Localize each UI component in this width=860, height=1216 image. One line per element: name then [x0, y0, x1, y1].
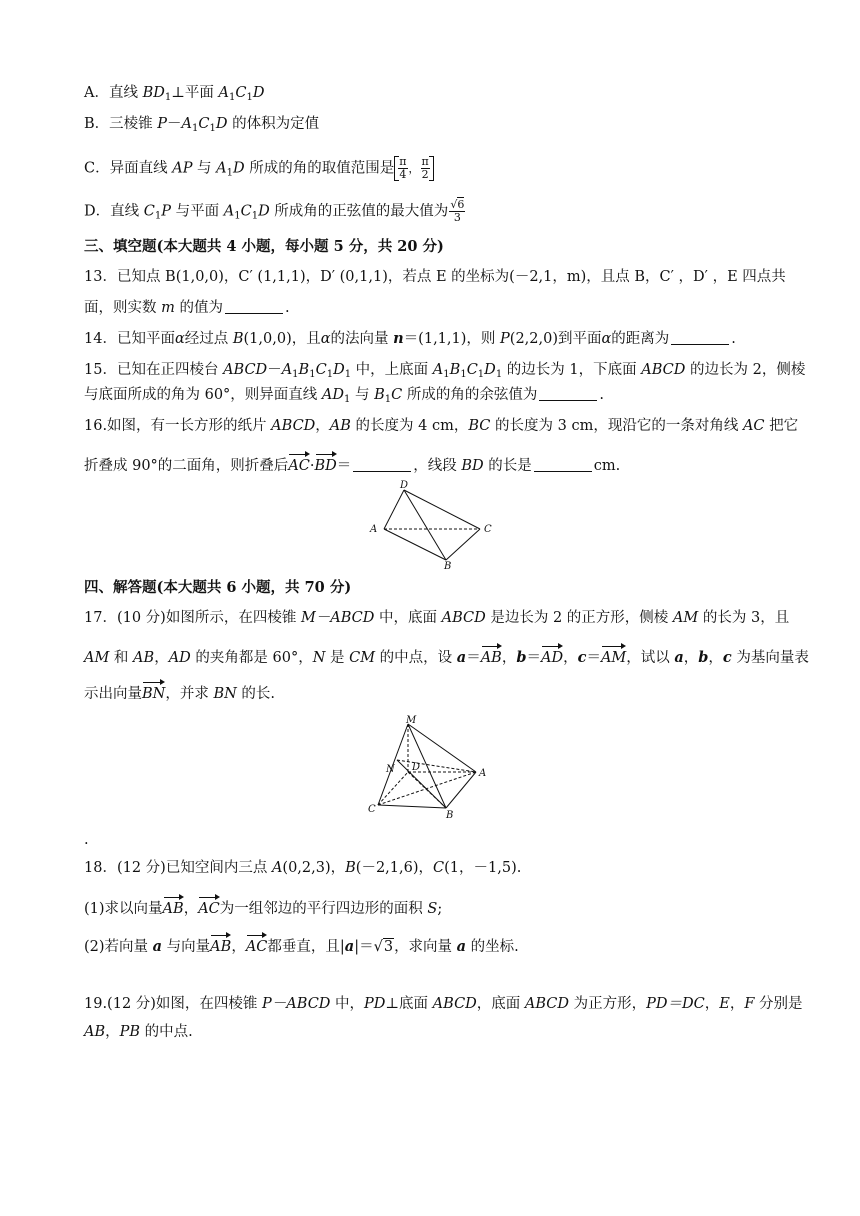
- q13-line2: 面，则实数 m 的值为 .: [84, 300, 290, 316]
- sqrt6-over-3: $\frac{√6}{3}$: [450, 198, 465, 224]
- q15-line1: 15．已知在正四棱台 $ABCD-A_1B_1C_1D_1$ 中，上底面 $A_1B_1C_1D_1$ 的边长为 1，下底面 ABCD 的边长为 2，侧棱: [84, 362, 806, 380]
- q14-blank[interactable]: [671, 330, 729, 345]
- q16-line2: 折叠成 90°的二面角，则折叠后AC·BD＝ ，线段 BD 的长是 cm.: [84, 452, 620, 476]
- q13-line1: 13．已知点 B(1,0,0)，C′ (1,1,1)，D′ (0,1,1)，若点 E 的坐标为(－2,1，m)，且点 B，C′ ，D′ ，E 四点共: [84, 269, 786, 285]
- sqrt3: √3: [373, 939, 394, 955]
- fig2-label-c: C: [368, 804, 376, 815]
- option-b: B．三棱锥 $P-A_1C_1D$ 的体积为定值: [84, 116, 320, 134]
- q16-blank-2[interactable]: [534, 457, 592, 472]
- section-4-title: 四、解答题(本大题共 6 小题，共 70 分): [84, 579, 352, 596]
- stray-dot: .: [84, 832, 89, 848]
- q16-line1: 16.如图，有一长方形的纸片 ABCD，AB 的长度为 4 cm，BC 的长度为 3 cm，现沿它的一条对角线 AC 把它: [84, 418, 799, 434]
- fig1-label-a: A: [370, 524, 378, 535]
- q13-blank[interactable]: [225, 299, 283, 314]
- q14: 14．已知平面α经过点 B(1,0,0)，且α的法向量 n＝(1,1,1)，则 P(2,2,0)到平面α的距离为 .: [84, 330, 736, 347]
- fig2-label-a: A: [479, 768, 487, 779]
- q19-line2: AB，PB 的中点.: [84, 1024, 193, 1040]
- q18-part1: (1)求以向量AB，AC为一组邻边的平行四边形的面积 S;: [84, 895, 442, 919]
- folded-rectangle-figure: [364, 478, 500, 570]
- q18-line1: 18．(12 分)已知空间内三点 A(0,2,3)，B(－2,1,6)，C(1，－1,5).: [84, 860, 522, 876]
- q15-blank[interactable]: [539, 386, 597, 401]
- q16-blank-1[interactable]: [353, 457, 411, 472]
- q15-line2: 与底面所成的角为 60°，则异面直线 $AD_1$ 与 $B_1C$ 所成的角的余弦值为 .: [84, 387, 604, 405]
- q19-line1: 19.(12 分)如图，在四棱锥 P－ABCD 中，PD⊥底面 ABCD，底面 ABCD 为正方形，PD＝DC，E，F 分别是: [84, 996, 803, 1012]
- fig1-label-b: B: [444, 561, 452, 570]
- fig2-label-d: D: [412, 762, 421, 773]
- q17-line2: AM 和 AB，AD 的夹角都是 60°，N 是 CM 的中点，设 a＝AB，b＝AD，c＝AM，试以 a，b，c 为基向量表: [84, 644, 809, 668]
- fig2-label-n: N: [386, 764, 395, 775]
- interval-bracket: $\frac{\pi}{4}$ ， $\frac{\pi}{2}$: [394, 156, 433, 181]
- section-3-title: 三、填空题(本大题共 4 小题，每小题 5 分，共 20 分): [84, 238, 444, 255]
- fig1-label-d: D: [400, 480, 409, 491]
- option-c: C．异面直线 AP 与 $A_1D$ 所成的角的取值范围是 $\frac{\pi}{4}$ ， $\frac{\pi}{2}$: [84, 156, 434, 181]
- fig1-label-c: C: [484, 524, 492, 535]
- q17-line3: 示出向量BN，并求 BN 的长.: [84, 680, 275, 704]
- fig2-label-b: B: [446, 810, 454, 821]
- pyramid-figure: [364, 712, 494, 822]
- option-d: D．直线 $C_1P$ 与平面 $A_1C_1D$ 所成角的正弦值的最大值为 $\frac{√6}{3}$: [84, 198, 465, 224]
- option-a: A．直线 $BD_1\perp$平面 $A_1C_1D$: [84, 85, 265, 103]
- fig2-label-m: M: [406, 715, 417, 726]
- q17-line1: 17．(10 分)如图所示，在四棱锥 M－ABCD 中，底面 ABCD 是边长为 2 的正方形，侧棱 AM 的长为 3，且: [84, 610, 790, 626]
- q18-part2: (2)若向量 a 与向量AB，AC都垂直，且|a|＝√3，求向量 a 的坐标.: [84, 933, 519, 957]
